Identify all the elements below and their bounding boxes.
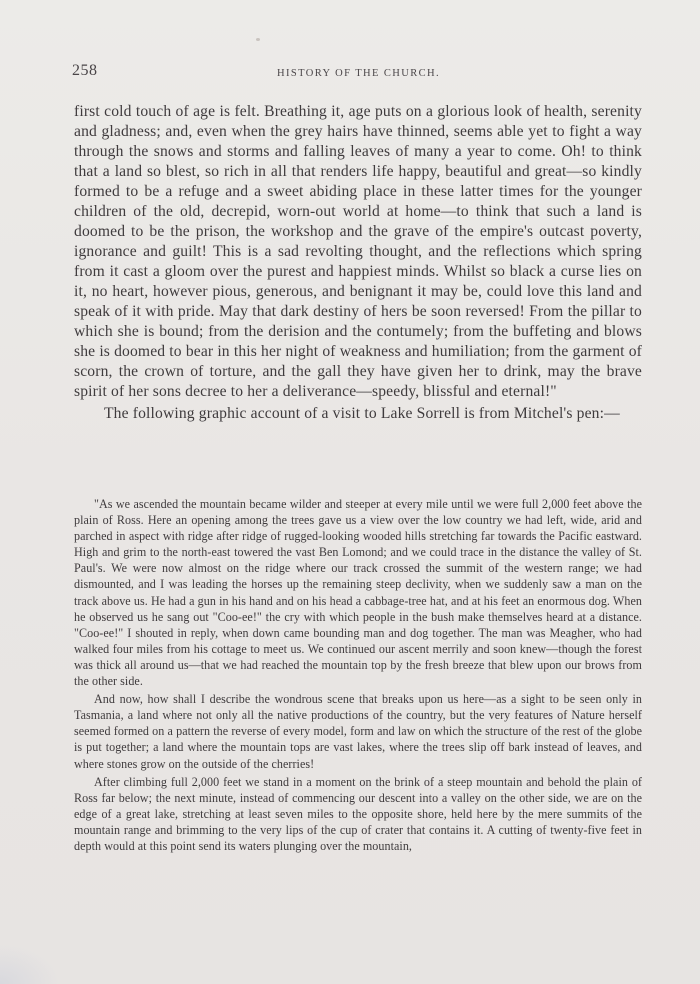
running-head: HISTORY OF THE CHURCH.	[277, 68, 441, 79]
page-smudge	[256, 38, 260, 41]
page-corner-stain	[0, 944, 60, 984]
body-paragraph: The following graphic account of a visit to Lake Sorrell is from Mitchel's pen:—	[104, 405, 620, 422]
quote-paragraph: "As we ascended the mountain became wilder and steeper at every mile until we were full 2,000 feet above the plain of Ross. Here an opening among the trees gave us a view over the low country we had left, wide, arid and parched in aspect with ridge after ridge of rugged-looking wooded hills stretching far towards the Pacific eastward. High and grim to the north-east towered the vast Ben Lomond; and we could trace in the distance the valley of St. Paul's. We were now almost on the ridge where our track crossed the summit of the western range; we had dismounted, and I was leading the horses up the remaining steep declivity, when we suddenly saw a man on the track above us. He had a gun in his hand and on his head a cabbage-tree hat, and at his feet an enormous dog. When he observed us he sang out "Coo-ee!" the cry with which people in the bush make themselves heard at a distance. "Coo-ee!" I shouted in reply, when down came bounding man and dog together. The man was Meagher, who had walked four miles from his cottage to meet us. We continued our ascent merrily and soon knew—though the forest was thick all around us—that we had reached the mountain top by the fresh breeze that blew upon our brows from the other side.	[74, 497, 642, 689]
quote-paragraph: And now, how shall I describe the wondrous scene that breaks upon us here—as a sight to be seen only in Tasmania, a land where not only all the native productions of the country, but the very features of Nature herself seemed formed on a pattern the reverse of every model, form and law on which the structure of the rest of the globe is put together; a land where the mountain tops are vast lakes, where the trees slip off bark instead of leaves, and where stones grow on the outside of the cherries!	[74, 692, 642, 771]
quote-paragraph: After climbing full 2,000 feet we stand in a moment on the brink of a steep mountain and behold the plain of Ross far below; the next minute, instead of commencing our descent into a valley on the other side, we are on the edge of a great lake, stretching at least seven miles to the opposite shore, held here by the mere summits of the mountain range and brimming to the very lips of the cup of crater that contains it. A cutting of twenty-five feet in depth would at this point send its waters plunging over the mountain,	[74, 774, 642, 853]
body-paragraph: first cold touch of age is felt. Breathing it, age puts on a glorious look of health, serenity and gladness; and, even when the grey hairs have thinned, seems able yet to fight a way through the snows and storms and falling leaves of many a year to come. Oh! to think that a land so blest, so rich in all that renders life happy, beautiful and great—so kindly formed to be a refuge and a sweet abiding place in these latter times for the younger children of the old, decrepid, worn-out world at home—to think that such a land is doomed to be the prison, the workshop and the grave of the empire's outcast poverty, ignorance and guilt! This is a sad revolting thought, and the reflections which spring from it cast a gloom over the purest and happiest minds. Whilst so black a curse lies on it, no heart, however pious, generous, and benignant it may be, could love this land and speak of it with pride. May that dark destiny of hers be soon reversed! From the pillar to which she is bound; from the derision and the contumely; from the buffeting and blows she is doomed to bear in this her night of weakness and humiliation; from the garment of scorn, the crown of torture, and the gall they have given her to drink, may the brave spirit of her sons decree to her a deliverance—speedy, blissful and eternal!"	[74, 103, 642, 400]
page-header	[72, 62, 642, 86]
block-quote	[74, 496, 642, 854]
page-number: 258	[72, 62, 98, 79]
main-text	[74, 102, 642, 424]
